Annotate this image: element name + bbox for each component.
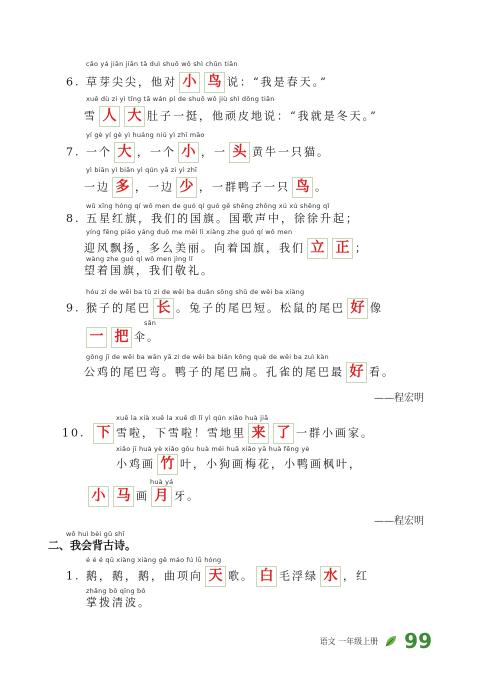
answer-box: 大 xyxy=(114,142,135,163)
answer-box: 天 xyxy=(205,566,226,587)
author-credit: ——程宏明 xyxy=(374,393,424,404)
text: 一个 xyxy=(86,145,112,159)
answer-box: 人 xyxy=(99,106,120,127)
page-number: 99 xyxy=(404,629,432,653)
q10-line1-pinyin: xuě la xià xuě la xuě dì lǐ yì qún xiǎo huà jiā xyxy=(116,414,269,422)
answer-box: 竹 xyxy=(157,454,178,475)
text: ，红 xyxy=(343,569,369,583)
text: 牙。 xyxy=(174,489,200,503)
q10-line3 xyxy=(86,486,200,507)
text: 五星红旗，我们的国旗。国歌声中，徐徐升起； xyxy=(86,212,359,225)
section2-pinyin: wǒ huì bèi gǔ shī xyxy=(66,530,125,538)
q8-line2-pinyin: yíng fēng piāo yáng duō me měi lì xiàng zhe guó qí wǒ men xyxy=(86,228,293,236)
text: 歌。 xyxy=(228,569,254,583)
q8-line3 xyxy=(84,265,214,276)
answer-box: 多 xyxy=(112,177,133,198)
question-number: 6. xyxy=(66,75,81,89)
q10-line2-pinyin: xiǎo jī huà yè xiǎo gǒu huà méi huā xiǎo yā huà fēng yè xyxy=(116,445,310,453)
text: 毛浮绿 xyxy=(279,569,318,583)
text: ； xyxy=(355,241,368,255)
author-credit: ——程宏明 xyxy=(374,516,424,527)
text: 望着国旗，我们敬礼。 xyxy=(84,264,214,277)
answer-box: 小 xyxy=(179,72,200,93)
leaf-icon xyxy=(384,634,398,648)
q9-line2-pinyin: sǎn xyxy=(144,319,157,327)
question-number: 1. xyxy=(66,569,81,583)
q7-line2 xyxy=(84,177,328,198)
q9-line3-pinyin: gōng jī de wěi ba wān yā zi de wěi ba biǎn kǒng què de wěi ba zuì kàn xyxy=(86,353,329,361)
section2-title: 二、我会背古诗。 xyxy=(48,539,136,552)
text: 肚子一挺，他顽皮地说：“我就是冬天。” xyxy=(147,109,378,123)
text: ，一个 xyxy=(137,145,176,159)
answer-box: 鸟 xyxy=(204,72,225,93)
question-number: 8. xyxy=(66,212,81,225)
text: 草芽尖尖，他对 xyxy=(86,75,177,89)
q8-line3-pinyin: wàng zhe guó qí wǒ men jìng lǐ xyxy=(86,255,193,263)
q6-line1-pinyin: cǎo yá jiān jiān tā duì shuō wǒ shì chūn tiān xyxy=(86,60,238,68)
text: 。 xyxy=(315,180,328,194)
answer-box: 把 xyxy=(111,327,132,348)
text: 叶，小狗画梅花，小鸭画枫叶， xyxy=(180,457,362,471)
text: 伞。 xyxy=(134,330,160,344)
q7-line2-pinyin: yì biān yì biān yì qún yā zi yì zhī xyxy=(86,166,198,174)
answer-box: 马 xyxy=(113,486,134,507)
answer-box: 了 xyxy=(273,423,294,444)
answer-box: 好 xyxy=(346,362,367,383)
q9-line3 xyxy=(84,362,395,383)
answer-box: 正 xyxy=(332,238,353,259)
poem-line2-pinyin: zhǎng bō qīng bō xyxy=(86,587,146,595)
answer-box: 头 xyxy=(229,142,250,163)
answer-box: 白 xyxy=(256,566,277,587)
text: 雪啦，下雪啦！雪地里 xyxy=(116,426,246,440)
q8-line1 xyxy=(66,213,359,224)
poem-line2: 掌拨清波。 xyxy=(86,596,151,609)
text: 一群小画家。 xyxy=(296,426,374,440)
text: 雪 xyxy=(84,109,97,123)
answer-box: 一 xyxy=(86,327,107,348)
text: 迎风飘扬，多么美丽。向着国旗，我们 xyxy=(84,241,305,255)
text: ，一群鸭子一只 xyxy=(199,180,290,194)
q7-line1-pinyin: yí gè yí gè yì huáng niú yì zhī māo xyxy=(86,131,205,139)
answer-box: 大 xyxy=(124,106,145,127)
q10-line3-pinyin: huà yá xyxy=(150,478,174,486)
text: 画 xyxy=(136,489,149,503)
text: 像 xyxy=(370,301,383,315)
text: 公鸡的尾巴弯。鸭子的尾巴扁。孔雀的尾巴最 xyxy=(84,365,344,379)
answer-box: 下 xyxy=(93,423,114,444)
answer-box: 小 xyxy=(178,142,199,163)
q6-line1 xyxy=(66,72,328,93)
text: 小鸡画 xyxy=(116,457,155,471)
text: 看。 xyxy=(369,365,395,379)
text: 。兔子的尾巴短。松鼠的尾巴 xyxy=(176,301,345,315)
q8-line1-pinyin: wǔ xīng hóng qí wǒ men de guó qí guó gē shēng zhōng xú xú shēng qǐ xyxy=(86,202,330,210)
answer-box: 立 xyxy=(307,238,328,259)
text: ，一边 xyxy=(135,180,174,194)
q10-line1 xyxy=(62,423,374,444)
text: 猴子的尾巴 xyxy=(86,301,151,315)
text: 鹅，鹅，鹅，曲项向 xyxy=(86,569,203,583)
text: 一边 xyxy=(84,180,110,194)
answer-box: 长 xyxy=(153,298,174,319)
answer-box: 来 xyxy=(248,423,269,444)
answer-box: 水 xyxy=(320,566,341,587)
answer-box: 少 xyxy=(176,177,197,198)
poem-line1 xyxy=(66,566,369,587)
text: ，一 xyxy=(201,145,227,159)
answer-box: 月 xyxy=(151,486,172,507)
q10-line2 xyxy=(116,454,362,475)
q7-line1 xyxy=(66,142,330,163)
question-number: 7. xyxy=(66,145,81,159)
answer-box: 小 xyxy=(88,486,109,507)
question-number: 10. xyxy=(62,426,86,440)
q6-line2 xyxy=(84,106,378,127)
answer-box: 好 xyxy=(347,298,368,319)
question-number: 9. xyxy=(66,301,81,315)
text: 黄牛一只猫。 xyxy=(252,145,330,159)
answer-box: 鸟 xyxy=(292,177,313,198)
text: 说：“我是春天。” xyxy=(227,75,328,89)
q9-line2 xyxy=(84,327,160,348)
page-footer xyxy=(320,629,432,653)
q9-line1-pinyin: hóu zi de wěi ba tù zi de wěi ba duǎn sōng shǔ de wěi ba xiàng xyxy=(86,288,305,296)
subject-label: 语文 一年级上册 xyxy=(319,636,379,646)
poem-line1-pinyin: é é é qū xiàng xiàng gē máo fú lǜ hóng xyxy=(86,556,222,564)
q6-line2-pinyin: xuě dù zi yì tǐng tā wán pí de shuō wǒ jiù shì dōng tiān xyxy=(86,95,275,103)
q9-line1 xyxy=(66,298,383,319)
